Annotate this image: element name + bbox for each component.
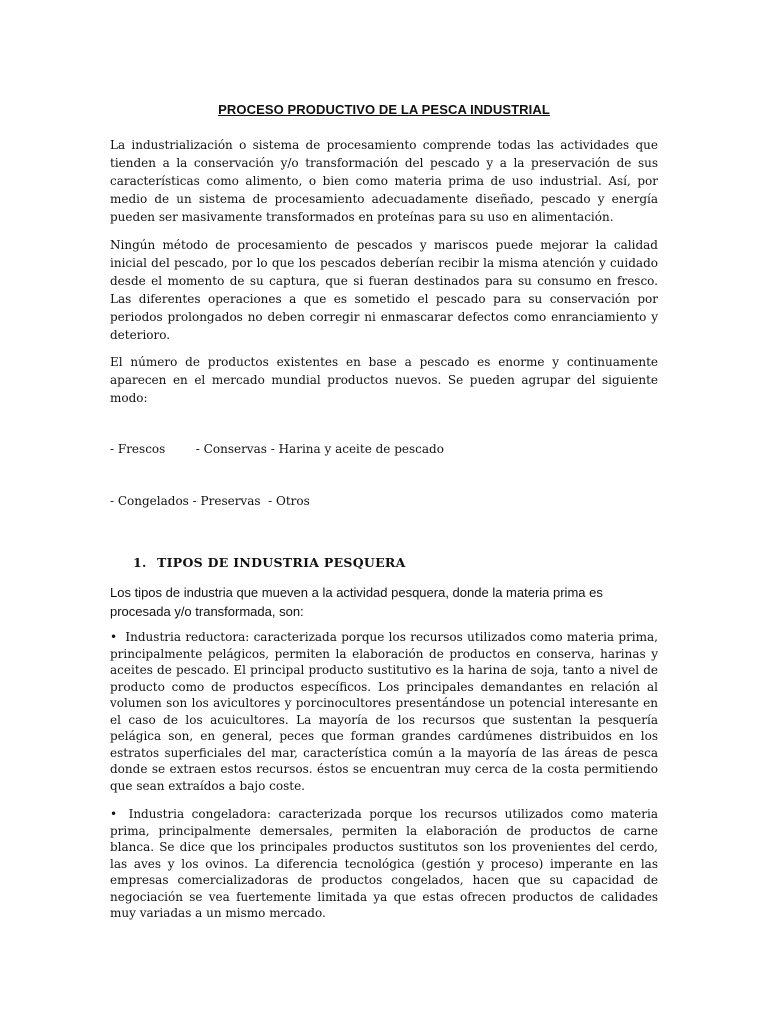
bullet-icon: • [110,630,118,644]
section-intro-paragraph: Los tipos de industria que mueven a la actividad pesquera, donde la materia prima es procesada y/o transformada, son: [110,585,603,619]
paragraph-industrialization: La industrialización o sistema de procesamiento comprende todas las actividades que tienden a la conservación y/o transformación del pescado y a la preservación de sus características como alimento, o bien como materia prima de uso industrial. Así, por medio de un sistema de procesamiento adecuadamente diseñado, pescado y energía pueden ser masivamente transformados en proteínas para su uso en alimentación. [110,138,658,224]
document-title: PROCESO PRODUCTIVO DE LA PESCA INDUSTRIAL [218,102,550,117]
bullet-text-congeladora: Industria congeladora: caracterizada porque los recursos utilizados como materia prima, principalmente demersales, permiten la elaboración de productos de carne blanca. Se dice que los principales productos sustitutos son los provenientes del cerdo, las aves y los ovinos. La diferencia tecnológica (gestión y proceso) imperante en las empresas comercializadoras de productos congelados, hacen que su capacidad de negociación se vea fuertemente limitada ya que estas ofrecen productos de calidades muy variadas a un mismo mercado. [110,807,658,920]
section-heading-text: TIPOS DE INDUSTRIA PESQUERA [157,555,406,570]
bullet-item-reductora [110,629,658,794]
product-list-line-2: - Congelados - Preservas - Otros [110,494,310,508]
product-list-line-1: - Frescos - Conservas - Harina y aceite de pescado [110,442,444,456]
bullet-text-reductora: Industria reductora: caracterizada porque los recursos utilizados como materia prima, principalmente pelágicos, permiten la elaboración de productos en conserva, harinas y aceites de pescado. El principal producto sustitutivo es la harina de soja, tanto a nivel de producto como de productos específicos. Los principales demandantes en relación al volumen son los avicultores y porcinocultores presentándose un potencial interesante en el caso de los acuicultores. La mayoría de los recursos que sustentan la pesquería pelágica son, en general, peces que forman grandes cardúmenes distribuidos en los estratos superficiales del mar, característica común a la mayoría de las áreas de pesca donde se extraen estos recursos. éstos se encuentran muy cerca de la costa permitiendo que sean extraídos a bajo coste. [110,630,658,793]
section-number: 1. [133,555,147,570]
paragraph-product-count: El número de productos existentes en base a pescado es enorme y continuamente aparecen en el mercado mundial productos nuevos. Se pueden agrupar del siguiente modo: [110,355,658,405]
section-heading [133,555,406,570]
paragraph-processing-quality: Ningún método de procesamiento de pescados y mariscos puede mejorar la calidad inicial del pescado, por lo que los pescados deberían recibir la misma atención y cuidado desde el momento de su captura, que si fueran destinados para su consumo en fresco. Las diferentes operaciones a que es sometido el pescado para su conservación por periodos prolongados no deben corregir ni enmascarar defectos como enranciamiento y deterioro. [110,238,658,342]
bullet-icon: • [110,807,118,821]
bullet-item-congeladora [110,806,658,922]
